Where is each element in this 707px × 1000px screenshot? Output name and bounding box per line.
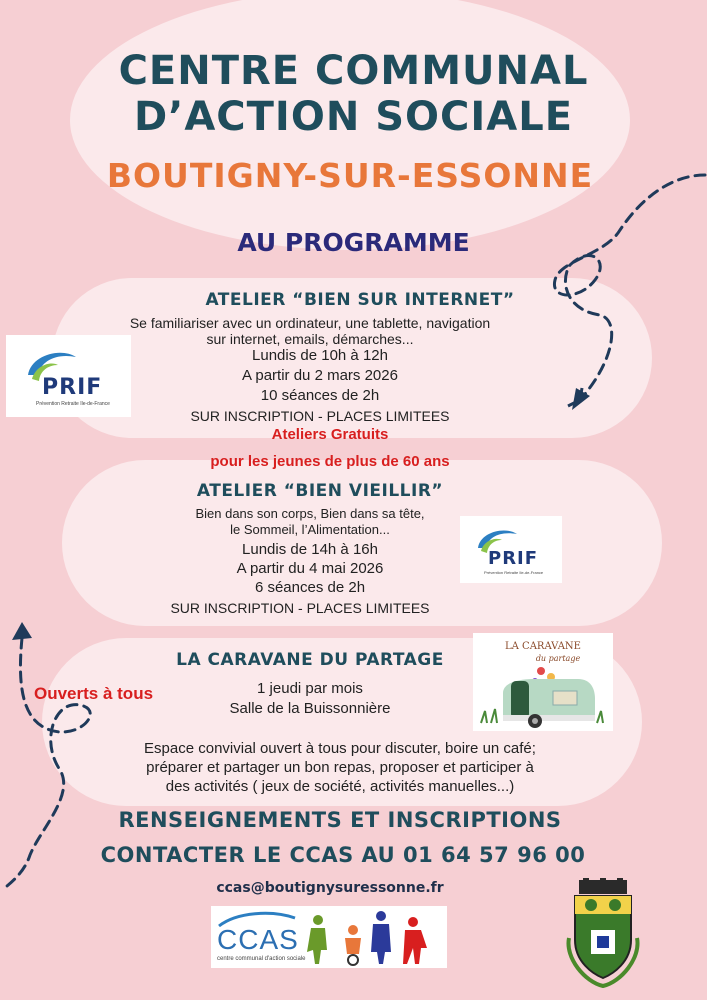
free-line2: pour les jeunes de plus de 60 ans xyxy=(210,453,450,470)
info-heading: RENSEIGNEMENTS ET INSCRIPTIONS xyxy=(118,808,562,832)
atelier1-desc2: sur internet, emails, démarches... xyxy=(206,331,414,347)
ccas-logo-sub: centre communal d'action sociale xyxy=(217,956,306,962)
atelier2-inscription: SUR INSCRIPTION - PLACES LIMITEES xyxy=(170,600,430,616)
prif-logo-2-text: PRIF xyxy=(488,548,539,569)
contact-email[interactable]: ccas@boutignysuressonne.fr xyxy=(216,880,444,896)
atelier1-sessions: 10 séances de 2h xyxy=(260,387,380,404)
caravane-open: Ouverts à tous xyxy=(34,684,154,703)
atelier2-desc1: Bien dans son corps, Bien dans sa tête, xyxy=(195,506,425,521)
atelier2-sessions: 6 séances de 2h xyxy=(254,579,366,596)
ccas-logo xyxy=(211,906,447,968)
caravane-logo-title: LA CARAVANE xyxy=(505,641,581,652)
atelier1-inscription: SUR INSCRIPTION - PLACES LIMITEES xyxy=(190,408,450,424)
caravane-desc1: Espace convivial ouvert à tous pour discuter, boire un café; xyxy=(144,740,536,757)
contact-heading: CONTACTER LE CCAS AU 01 64 57 96 00 xyxy=(100,843,586,867)
program-heading: AU PROGRAMME xyxy=(237,228,470,257)
prif-logo-1-text: PRIF xyxy=(42,375,103,400)
prif-logo-2 xyxy=(460,516,562,583)
caravane-desc3: des activités ( jeux de société, activités manuelles...) xyxy=(165,778,515,795)
atelier1-start: A partir du 2 mars 2026 xyxy=(242,367,398,384)
caravane-place: Salle de la Buissonnière xyxy=(229,700,391,717)
atelier2-desc2: le Sommeil, l’Alimentation... xyxy=(230,522,390,537)
atelier1-title: ATELIER “BIEN SUR INTERNET” xyxy=(205,290,515,310)
atelier1-schedule: Lundis de 10h à 12h xyxy=(252,347,388,364)
page-title-line2: D’ACTION SOCIALE xyxy=(133,94,574,140)
atelier2-start: A partir du 4 mai 2026 xyxy=(236,560,384,577)
prif-logo-1-sub: Prévention Retraite Ile-de-France xyxy=(36,401,110,407)
caravane-logo-sub: du partage xyxy=(535,654,581,663)
free-line1: Ateliers Gratuits xyxy=(271,426,389,443)
people-icon xyxy=(303,908,443,966)
atelier1-desc1: Se familiariser avec un ordinateur, une tablette, navigation xyxy=(129,315,491,331)
page-title-line1: CENTRE COMMUNAL xyxy=(118,48,589,94)
caravan-icon xyxy=(473,663,613,731)
atelier2-schedule: Lundis de 14h à 16h xyxy=(242,541,378,558)
prif-logo-2-sub: Prévention Retraite Ile-de-France xyxy=(484,570,544,575)
ccas-logo-text: CCAS xyxy=(217,924,299,955)
atelier2-title: ATELIER “BIEN VIEILLIR” xyxy=(196,481,444,501)
caravane-desc2: préparer et partager un bon repas, proposer et participer à xyxy=(146,759,534,776)
prif-logo-1 xyxy=(6,335,131,417)
caravane-logo xyxy=(473,633,613,731)
caravane-freq: 1 jeudi par mois xyxy=(257,680,363,697)
town-crest-icon xyxy=(565,878,641,988)
town-name: BOUTIGNY-SUR-ESSONNE xyxy=(106,156,594,195)
caravane-title: LA CARAVANE DU PARTAGE xyxy=(176,650,444,670)
